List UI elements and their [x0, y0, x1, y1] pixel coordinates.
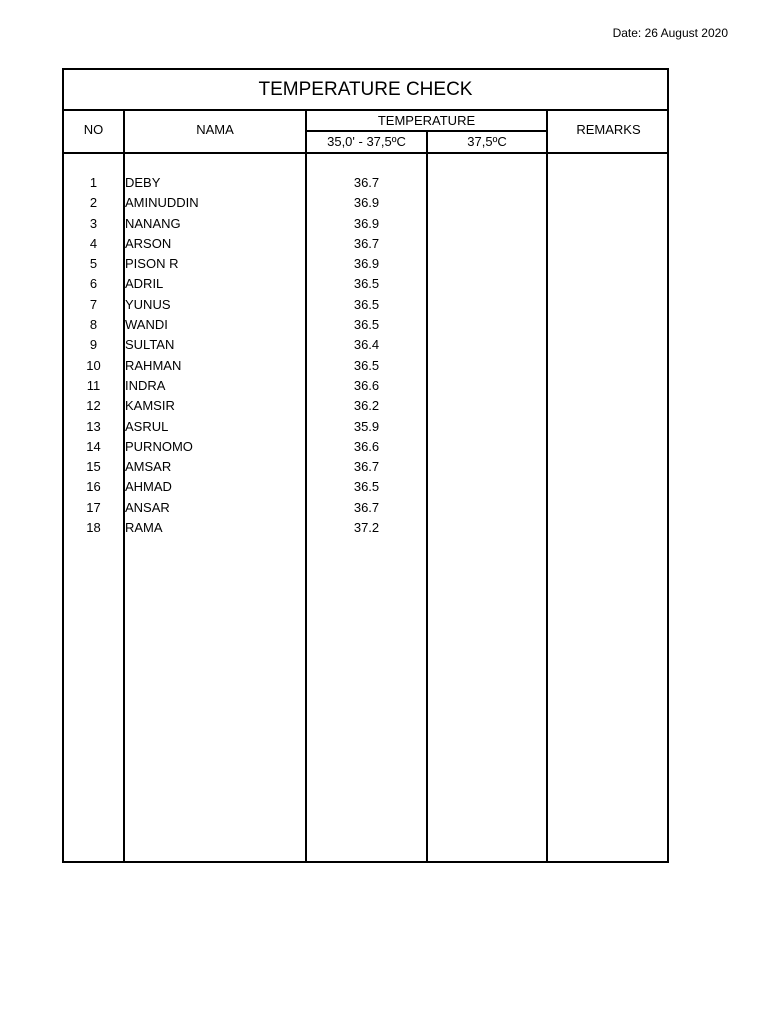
table-row — [64, 457, 667, 477]
row-number: 14 — [86, 438, 101, 454]
table-row — [64, 234, 667, 254]
row-name: ANSAR — [125, 499, 170, 515]
row-temperature: 36.5 — [353, 296, 380, 312]
row-number: 3 — [89, 215, 98, 231]
row-name: KAMSIR — [125, 398, 175, 414]
row-temperature: 37.2 — [353, 520, 380, 536]
row-name: NANANG — [125, 215, 181, 231]
row-number: 1 — [89, 175, 98, 190]
row-number: 10 — [86, 357, 101, 373]
row-temperature: 36.6 — [353, 377, 380, 393]
table-row — [64, 173, 667, 193]
header-remarks: REMARKS — [576, 122, 641, 137]
row-number: 4 — [89, 235, 98, 251]
row-temperature: 36.5 — [353, 357, 380, 373]
table-row — [64, 477, 667, 497]
row-temperature: 36.4 — [353, 337, 380, 353]
row-name: ADRIL — [125, 276, 164, 292]
row-number: 7 — [89, 296, 98, 312]
table-row — [64, 498, 667, 518]
row-temperature: 36.7 — [353, 175, 380, 190]
header-range-normal: 35,0' - 37,5ºC — [327, 134, 406, 149]
row-temperature: 36.9 — [353, 195, 380, 211]
table-row — [64, 437, 667, 457]
row-name: PISON R — [125, 256, 179, 272]
table-row — [64, 356, 667, 376]
row-number: 12 — [86, 398, 101, 414]
row-temperature: 36.5 — [353, 276, 380, 292]
row-number: 15 — [86, 459, 101, 475]
table-body — [64, 173, 667, 538]
table-row — [64, 193, 667, 213]
table-row — [64, 214, 667, 234]
table-row — [64, 335, 667, 355]
row-name: YUNUS — [125, 296, 171, 312]
row-number: 16 — [86, 479, 101, 495]
row-name: AMSAR — [125, 459, 172, 475]
document-date: Date: 26 August 2020 — [612, 26, 728, 40]
row-number: 9 — [89, 337, 98, 353]
row-name: WANDI — [125, 317, 168, 333]
row-number: 17 — [86, 499, 101, 515]
table-title: TEMPERATURE CHECK — [64, 70, 667, 111]
row-temperature: 35.9 — [353, 418, 380, 434]
row-temperature: 36.7 — [353, 499, 380, 515]
row-number: 6 — [89, 276, 98, 292]
row-temperature: 36.7 — [353, 235, 380, 251]
row-name: DEBY — [125, 175, 161, 190]
row-name: ARSON — [125, 235, 172, 251]
header-bottom-divider — [64, 152, 667, 154]
row-number: 11 — [86, 377, 101, 393]
row-name: AMINUDDIN — [125, 195, 199, 211]
table-row — [64, 315, 667, 335]
table-row — [64, 518, 667, 538]
row-name: SULTAN — [125, 337, 175, 353]
row-temperature: 36.7 — [353, 459, 380, 475]
row-name: ASRUL — [125, 418, 169, 434]
temperature-header-divider — [305, 130, 546, 132]
row-name: PURNOMO — [125, 438, 193, 454]
temperature-check-table — [62, 68, 669, 863]
table-row — [64, 295, 667, 315]
row-number: 13 — [86, 418, 101, 434]
table-row — [64, 396, 667, 416]
row-temperature: 36.9 — [353, 215, 380, 231]
row-name: RAMA — [125, 520, 163, 536]
row-name: AHMAD — [125, 479, 172, 495]
header-range-high: 37,5ºC — [467, 134, 507, 149]
row-temperature: 36.9 — [353, 256, 380, 272]
table-row — [64, 417, 667, 437]
row-number: 2 — [89, 195, 98, 211]
row-name: INDRA — [125, 377, 166, 393]
row-temperature: 36.5 — [353, 479, 380, 495]
table-row — [64, 376, 667, 396]
header-nama: NAMA — [196, 122, 234, 137]
row-number: 18 — [86, 520, 101, 536]
header-no: NO — [83, 122, 104, 137]
row-temperature: 36.6 — [353, 438, 380, 454]
row-number: 5 — [89, 256, 98, 272]
table-row — [64, 254, 667, 274]
table-row — [64, 274, 667, 294]
header-temperature: TEMPERATURE — [377, 113, 476, 128]
row-number: 8 — [89, 317, 98, 333]
row-temperature: 36.2 — [353, 398, 380, 414]
row-temperature: 36.5 — [353, 317, 380, 333]
row-name: RAHMAN — [125, 357, 182, 373]
